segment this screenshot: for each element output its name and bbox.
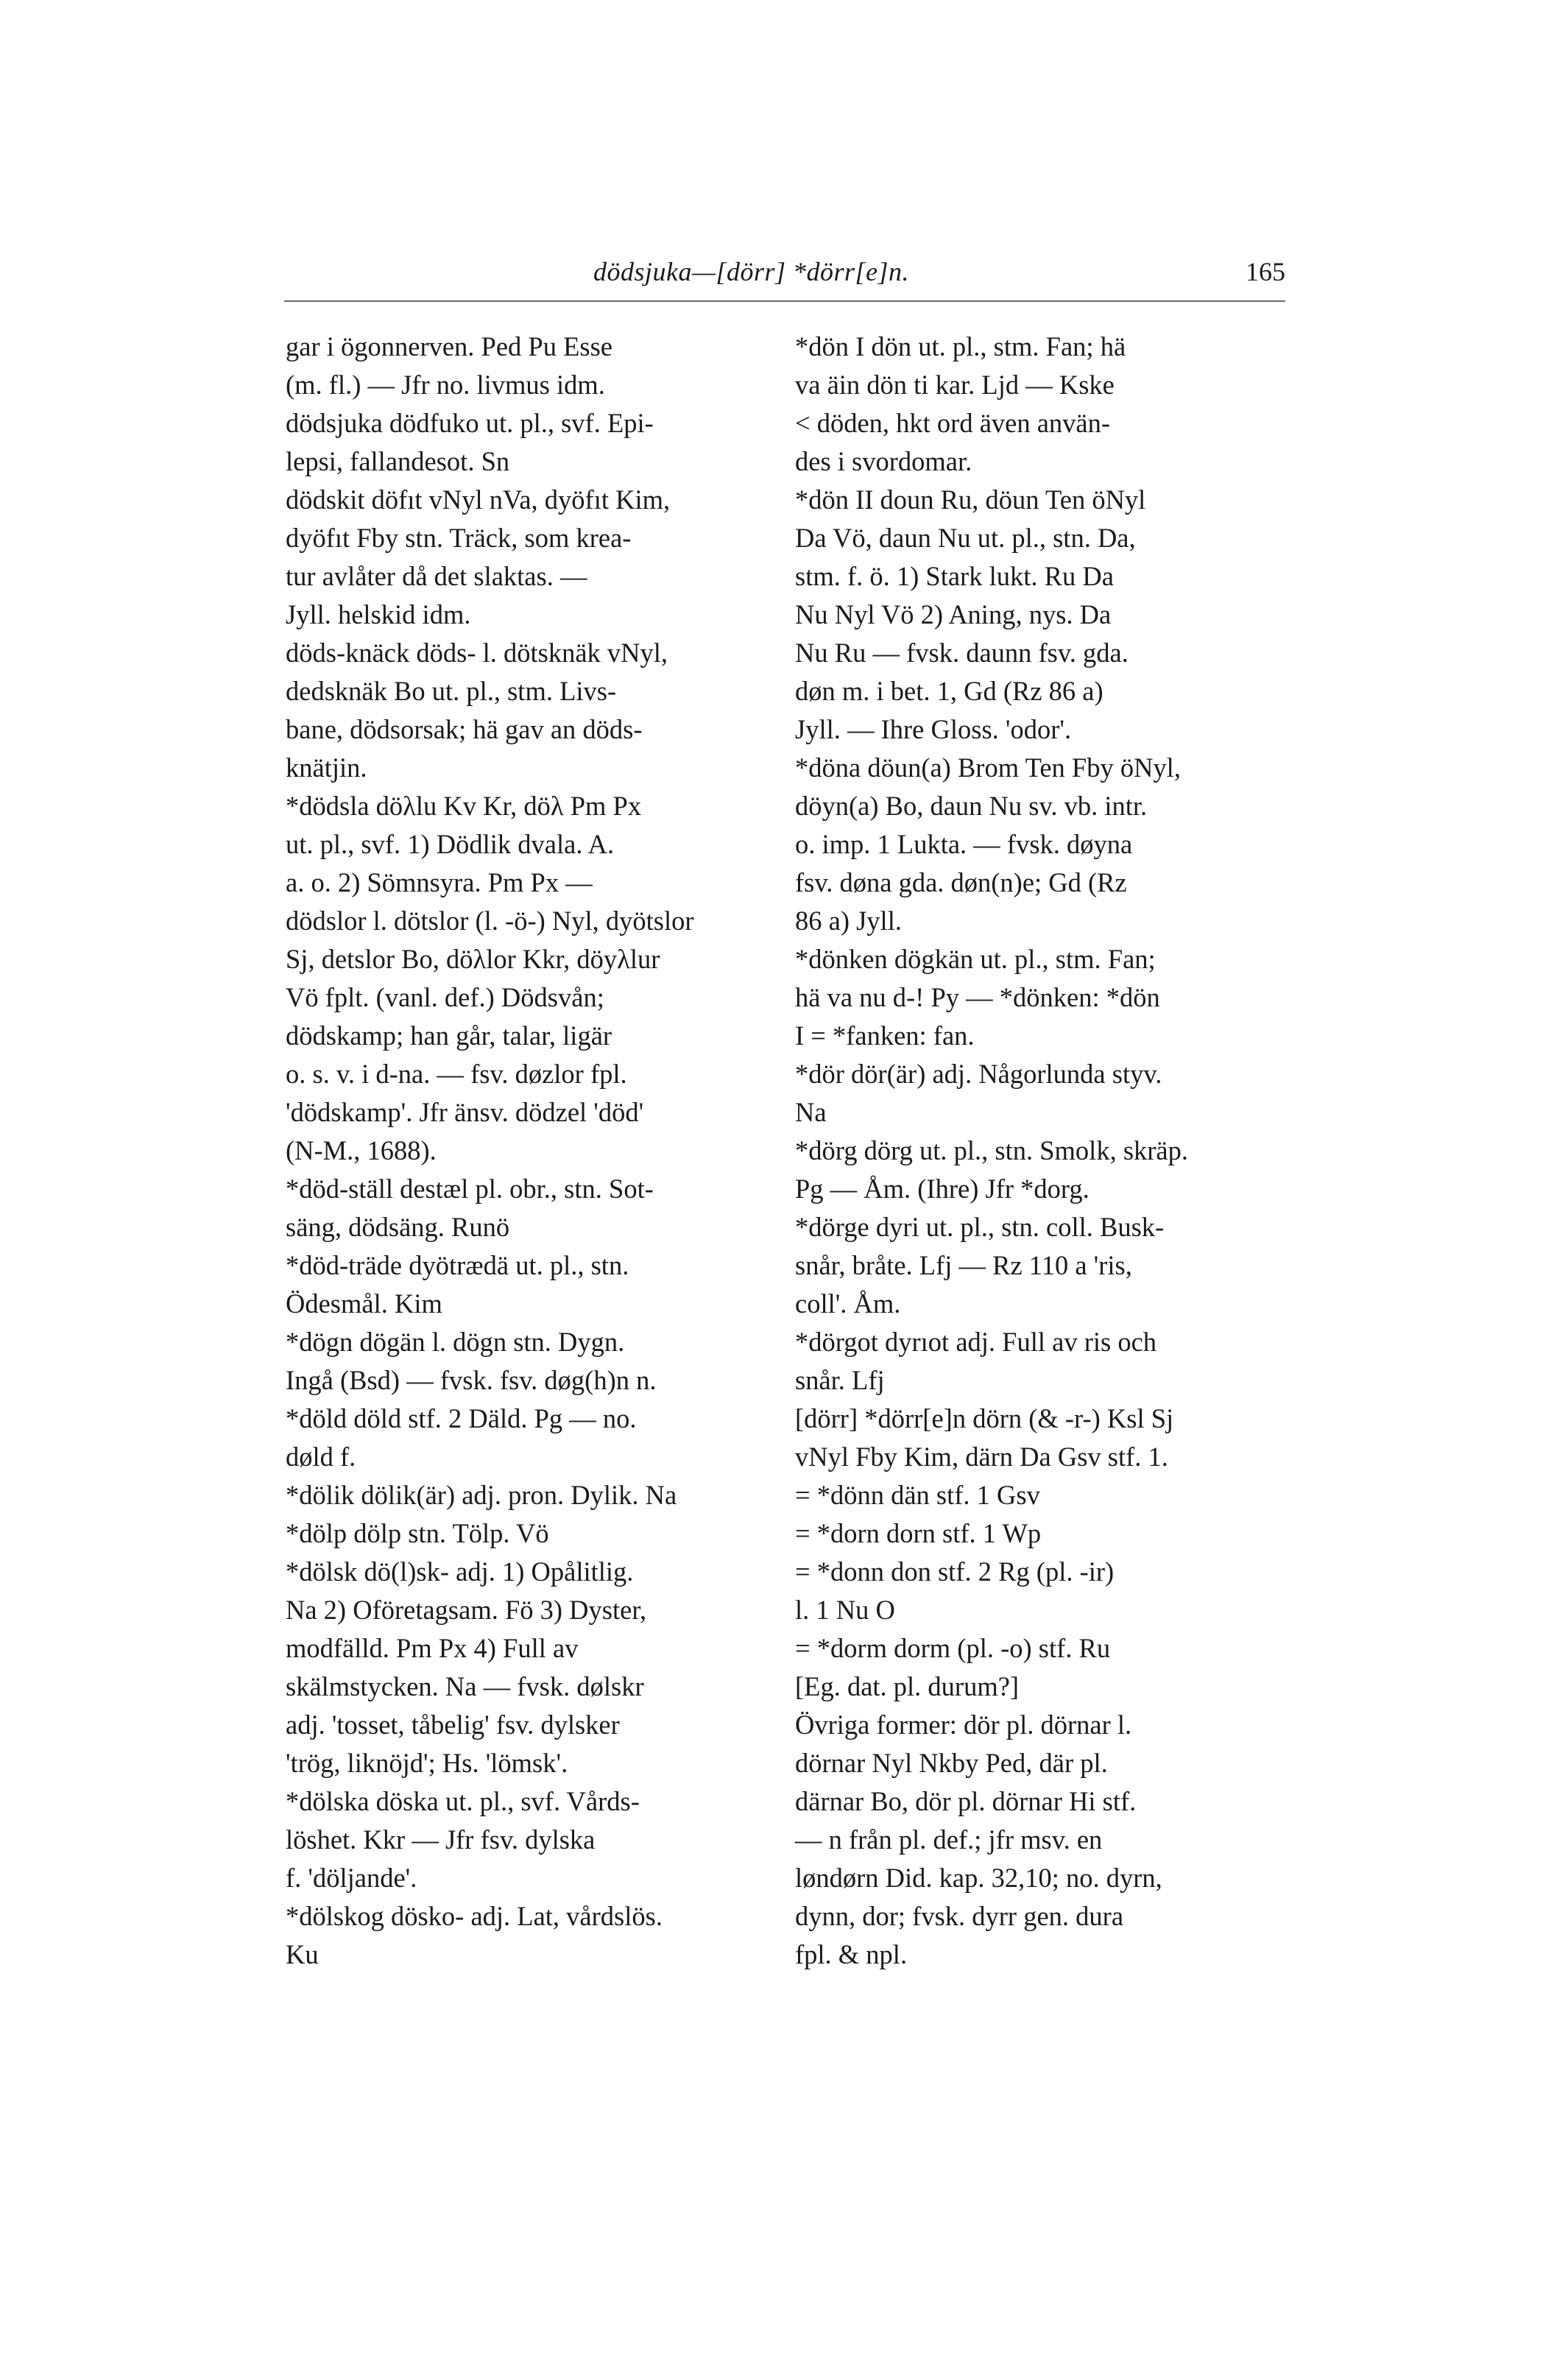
entry-line: tur avlåter då det slaktas. — [286, 561, 587, 591]
entry-line: [dörr] *dörr[e]n dörn (& -r-) Ksl Sj [795, 1403, 1174, 1433]
entry-line: døn m. i bet. 1, Gd (Rz 86 a) [795, 676, 1103, 706]
entry-line: dödskamp; han går, talar, ligär [286, 1020, 612, 1051]
entry-line: döds-knäck döds- l. dötsknäk vNyl, [286, 638, 668, 668]
entry-line: *dörgot dyrıot adj. Full av ris och [795, 1327, 1157, 1357]
entry-line: *dön I dön ut. pl., stm. Fan; hä [795, 331, 1126, 361]
entry-line: *dölik dölik(är) adj. pron. Dylik. Na [286, 1480, 677, 1510]
entry-line: snår, bråte. Lfj — Rz 110 a 'ris, [795, 1250, 1132, 1280]
entry-line: gar i ögonnerven. Ped Pu Esse [286, 331, 613, 361]
entry-line: = *dorm dorm (pl. -o) stf. Ru [795, 1633, 1111, 1663]
entry-line: 86 a) Jyll. [795, 906, 902, 936]
entry-line: hä va nu d-! Py — *dönken: *dön [795, 982, 1160, 1012]
entry-line: dödskit döfıt vNyl nVa, dyöfıt Kim, [286, 484, 671, 515]
entry-line: va äin dön ti kar. Ljd — Kske [795, 370, 1115, 400]
entry-line: *döna döun(a) Brom Ten Fby öNyl, [795, 752, 1181, 783]
entry-line: = *dönn dän stf. 1 Gsv [795, 1480, 1040, 1510]
entry-line: 'dödskamp'. Jfr änsv. dödzel 'död' [286, 1097, 644, 1127]
running-head: dödsjuka—[dörr] *dörr[e]n. [593, 257, 910, 286]
entry-line: o. imp. 1 Lukta. — fvsk. døyna [795, 829, 1133, 859]
entry-line: Nu Nyl Vö 2) Aning, nys. Da [795, 599, 1112, 629]
entry-line: *död-träde dyötrædä ut. pl., stn. [286, 1250, 629, 1280]
entry-line: stm. f. ö. 1) Stark lukt. Ru Da [795, 561, 1114, 591]
entry-line: l. 1 Nu O [795, 1595, 895, 1625]
entry-line: *dör dör(är) adj. Någorlunda styv. [795, 1059, 1162, 1089]
entry-line: a. o. 2) Sömnsyra. Pm Px — [286, 867, 593, 897]
entry-line: *dörg dörg ut. pl., stn. Smolk, skräp. [795, 1135, 1189, 1165]
header-rule [284, 300, 1285, 302]
entry-line: 'trög, liknöjd'; Hs. 'lömsk'. [286, 1748, 568, 1778]
entry-line: Ku [286, 1939, 319, 1969]
entry-line: bane, dödsorsak; hä gav an döds- [286, 714, 643, 744]
entry-line: < döden, hkt ord även använ- [795, 408, 1111, 438]
entry-line: Vö fplt. (vanl. def.) Dödsvån; [286, 982, 604, 1012]
entry-line: dedsknäk Bo ut. pl., stm. Livs- [286, 676, 617, 706]
entry-line: vNyl Fby Kim, därn Da Gsv stf. 1. [795, 1442, 1168, 1472]
entry-line: dörnar Nyl Nkby Ped, där pl. [795, 1748, 1108, 1778]
entry-line: coll'. Åm. [795, 1288, 901, 1319]
entry-line: Nu Ru — fvsk. daunn fsv. gda. [795, 638, 1129, 668]
entry-line: fsv. døna gda. døn(n)e; Gd (Rz [795, 867, 1127, 897]
page-header [284, 250, 1285, 294]
entry-line: *dödsla döλlu Kv Kr, döλ Pm Px [286, 791, 642, 821]
entry-line: skälmstycken. Na — fvsk. dølskr [286, 1671, 644, 1701]
entry-line: Pg — Åm. (Ihre) Jfr *dorg. [795, 1174, 1090, 1204]
entry-line: löshet. Kkr — Jfr fsv. dylska [286, 1824, 596, 1855]
entry-line: *död-ställ destæl pl. obr., stn. Sot- [286, 1174, 654, 1204]
entry-line: = *dorn dorn stf. 1 Wp [795, 1518, 1042, 1548]
entry-line: Övriga former: dör pl. dörnar l. [795, 1710, 1132, 1740]
entry-line: dödsjuka dödfuko ut. pl., svf. Epi- [286, 408, 654, 438]
entry-line: Na 2) Oföretagsam. Fö 3) Dyster, [286, 1595, 647, 1625]
entry-line: Jyll. helskid idm. [286, 599, 471, 629]
entry-line: dödslor l. dötslor (l. -ö-) Nyl, dyötslor [286, 906, 694, 936]
entry-line: *dönken dögkän ut. pl., stm. Fan; [795, 944, 1156, 974]
entry-line: *dörge dyri ut. pl., stn. coll. Busk- [795, 1212, 1165, 1242]
entry-line: *dölsk dö(l)sk- adj. 1) Opålitlig. [286, 1556, 634, 1587]
entry-line: *dön II doun Ru, döun Ten öNyl [795, 484, 1146, 515]
entry-line: adj. 'tosset, tåbelig' fsv. dylsker [286, 1710, 620, 1740]
entry-line: f. 'döljande'. [286, 1863, 417, 1893]
entry-line: Na [795, 1097, 827, 1127]
entry-line: dyöfıt Fby stn. Träck, som krea- [286, 523, 632, 553]
entry-line: Ödesmål. Kim [286, 1288, 442, 1319]
entry-line: = *donn don stf. 2 Rg (pl. -ir) [795, 1556, 1115, 1587]
entry-line: o. s. v. i d-na. — fsv. døzlor fpl. [286, 1059, 627, 1089]
entry-line: — n från pl. def.; jfr msv. en [795, 1824, 1103, 1855]
left-column [286, 328, 764, 1974]
entry-line: Sj, detslor Bo, döλlor Kkr, döyλlur [286, 944, 660, 974]
entry-line: *dölskog dösko- adj. Lat, vårdslös. [286, 1901, 663, 1931]
entry-line: løndørn Did. kap. 32,10; no. dyrn, [795, 1863, 1162, 1893]
entry-line: I = *fanken: fan. [795, 1020, 975, 1051]
entry-line: säng, dödsäng. Runö [286, 1212, 510, 1242]
entry-line: *dögn dögän l. dögn stn. Dygn. [286, 1327, 625, 1357]
entry-line: døld f. [286, 1442, 356, 1472]
entry-line: ut. pl., svf. 1) Dödlik dvala. A. [286, 829, 615, 859]
entry-line: lepsi, fallandesot. Sn [286, 446, 510, 476]
page-number: 165 [1246, 257, 1285, 286]
entry-line: snår. Lfj [795, 1365, 885, 1395]
entry-line: dynn, dor; fvsk. dyrr gen. dura [795, 1901, 1124, 1931]
entry-line: modfälld. Pm Px 4) Full av [286, 1633, 579, 1663]
entry-line: därnar Bo, dör pl. dörnar Hi stf. [795, 1786, 1137, 1816]
entry-line: *dölp dölp stn. Tölp. Vö [286, 1518, 549, 1548]
right-column [795, 328, 1274, 1974]
entry-line: (N-M., 1688). [286, 1135, 437, 1165]
entry-line: fpl. & npl. [795, 1939, 908, 1969]
entry-line: *döld döld stf. 2 Däld. Pg — no. [286, 1403, 637, 1433]
entry-line: knätjin. [286, 752, 367, 783]
entry-line: [Eg. dat. pl. durum?] [795, 1671, 1020, 1701]
entry-line: döyn(a) Bo, daun Nu sv. vb. intr. [795, 791, 1148, 821]
entry-line: Da Vö, daun Nu ut. pl., stn. Da, [795, 523, 1136, 553]
entry-line: Ingå (Bsd) — fvsk. fsv. døg(h)n n. [286, 1365, 657, 1395]
entry-line: Jyll. — Ihre Gloss. 'odor'. [795, 714, 1072, 744]
entry-line: (m. fl.) — Jfr no. livmus idm. [286, 370, 605, 400]
entry-line: des i svordomar. [795, 446, 972, 476]
entry-line: *dölska döska ut. pl., svf. Vårds- [286, 1786, 640, 1816]
